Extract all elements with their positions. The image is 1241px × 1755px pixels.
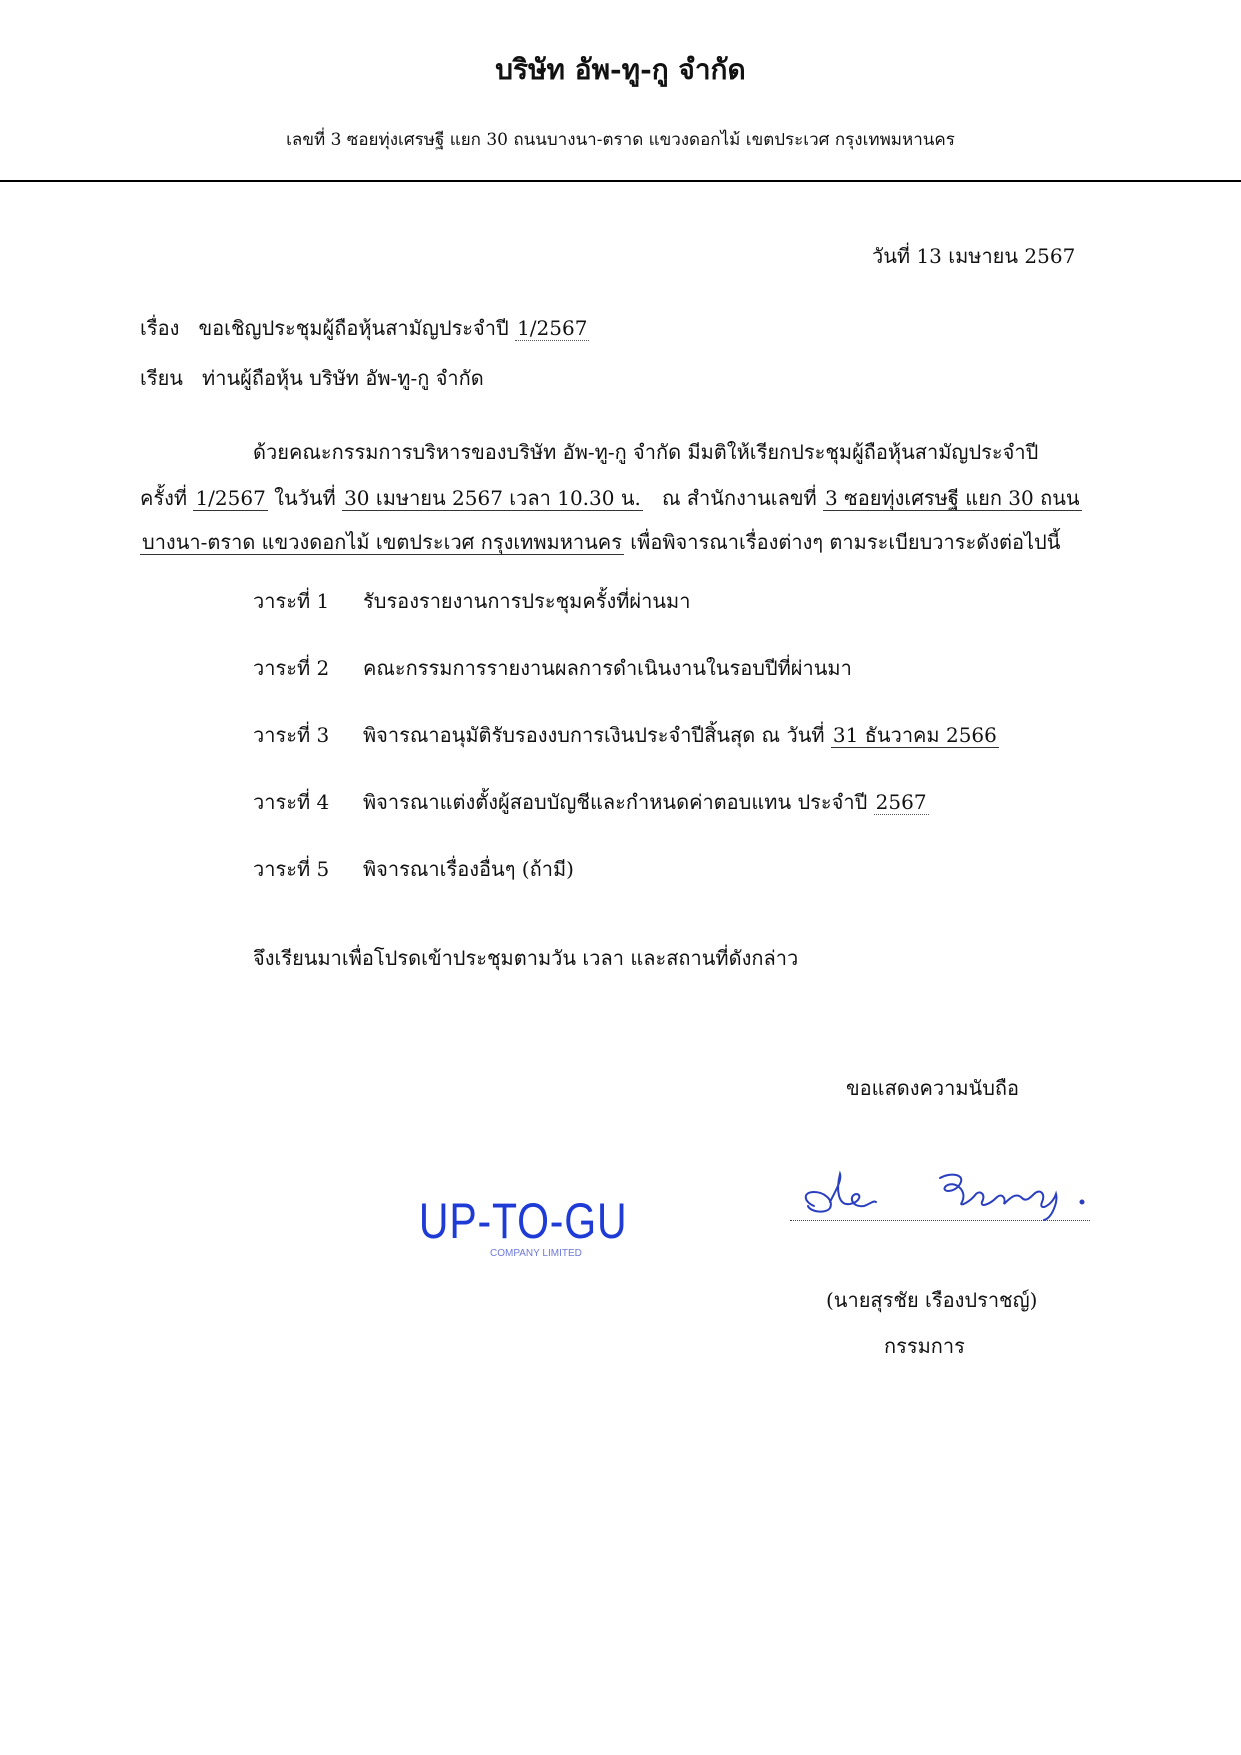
stamp-text: UP-TO-GU	[418, 1193, 628, 1249]
signature-line	[790, 1220, 1090, 1221]
agenda-text: รับรองรายงานการประชุมครั้งที่ผ่านมา	[363, 589, 691, 613]
agenda-label: วาระที่ 3	[253, 723, 330, 747]
letter-date: วันที่ 13 เมษายน 2567	[872, 244, 1076, 268]
stamp-subtext: COMPANY LIMITED	[490, 1248, 582, 1259]
salutation-line	[140, 362, 484, 394]
subject-text: ขอเชิญประชุมผู้ถือหุ้นสามัญประจำปี	[198, 316, 509, 340]
company-address: เลขที่ 3 ซอยทุ่งเศรษฐี แยก 30 ถนนบางนา-ตราด แขวงดอกไม้ เขตประเวศ กรุงเทพมหานคร	[286, 130, 955, 150]
body-text: เพื่อพิจารณาเรื่องต่างๆ ตามระเบียบวาระดังต่อไปนี้	[630, 530, 1061, 554]
agenda-text: พิจารณาเรื่องอื่นๆ (ถ้ามี)	[363, 857, 574, 881]
salutation-text: ท่านผู้ถือหุ้น บริษัท อัพ-ทู-กู จำกัด	[202, 366, 484, 390]
meeting-place-cont: บางนา-ตราด แขวงดอกไม้ เขตประเวศ กรุงเทพมหานคร	[142, 530, 622, 554]
signer-name: (นายสุรชัย เรืองปราชญ์)	[826, 1288, 1038, 1312]
body-text: ครั้งที่	[140, 486, 188, 510]
agenda-item-1	[253, 585, 690, 617]
agenda-value: 2567	[875, 790, 927, 814]
signoff: ขอแสดงความนับถือ	[846, 1076, 1020, 1100]
body-line-2	[140, 482, 1082, 514]
agenda-text: พิจารณาอนุมัติรับรองงบการเงินประจำปีสิ้นสุด ณ วันที่	[363, 723, 825, 747]
agenda-item-3	[253, 719, 999, 751]
company-stamp	[400, 1193, 628, 1259]
meeting-datetime: 30 เมษายน 2567 เวลา 10.30 น.	[344, 486, 641, 510]
agenda-item-5	[253, 853, 574, 885]
agenda-value: 31 ธันวาคม 2566	[832, 723, 997, 747]
agenda-label: วาระที่ 4	[253, 790, 330, 814]
agenda-label: วาระที่ 1	[253, 589, 330, 613]
company-name: บริษัท อัพ-ทู-กู จำกัด	[495, 53, 746, 86]
subject-label: เรื่อง	[140, 316, 180, 340]
body-text: ณ สำนักงานเลขที่	[661, 486, 817, 510]
signer-title: กรรมการ	[884, 1334, 965, 1358]
header-divider	[0, 180, 1241, 182]
meeting-place: 3 ซอยทุ่งเศรษฐี แยก 30 ถนน	[825, 486, 1080, 510]
salutation-label: เรียน	[140, 366, 183, 390]
agenda-text: คณะกรรมการรายงานผลการดำเนินงานในรอบปีที่ผ่านมา	[363, 656, 852, 680]
body-line-3	[140, 526, 1060, 558]
agenda-label: วาระที่ 5	[253, 857, 330, 881]
agenda-item-4	[253, 786, 929, 818]
subject-value: 1/2567	[517, 316, 588, 340]
meeting-number: 1/2567	[195, 486, 266, 510]
agenda-text: พิจารณาแต่งตั้งผู้สอบบัญชีและกำหนดค่าตอบแทน ประจำปี	[363, 790, 868, 814]
body-line-1: ด้วยคณะกรรมการบริหารของบริษัท อัพ-ทู-กู จำกัด มีมติให้เรียกประชุมผู้ถือหุ้นสามัญประจำปี	[253, 440, 1039, 464]
signature-image	[790, 1162, 1100, 1222]
agenda-label: วาระที่ 2	[253, 656, 330, 680]
subject-line	[140, 312, 589, 344]
agenda-item-2	[253, 652, 852, 684]
closing-line: จึงเรียนมาเพื่อโปรดเข้าประชุมตามวัน เวลา และสถานที่ดังกล่าว	[253, 946, 799, 970]
body-text: ในวันที่	[274, 486, 336, 510]
